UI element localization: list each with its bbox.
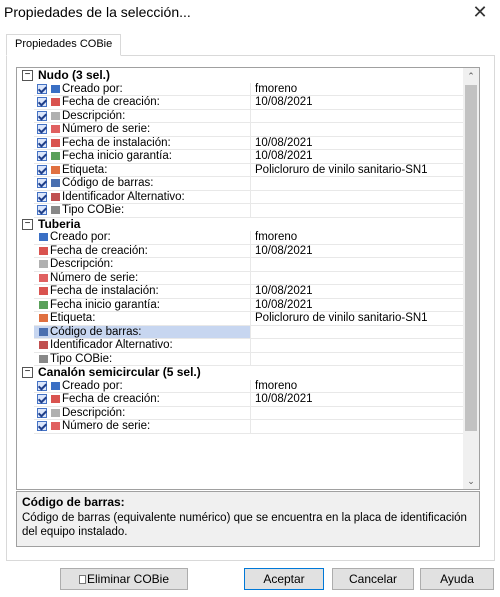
property-value-cell[interactable]: Policloruro de vinilo sanitario-SN1 (251, 312, 464, 326)
property-value-cell[interactable]: 10/08/2021 (251, 137, 464, 151)
property-name-cell[interactable] (34, 245, 251, 259)
property-label: Fecha de creación: (62, 393, 160, 405)
category-label: Nudo (3 sel.) (38, 68, 111, 82)
category-label: Canalón semicircular (5 sel.) (38, 365, 201, 379)
property-row[interactable] (17, 299, 479, 313)
serial-icon (39, 274, 48, 282)
row-gutter (17, 137, 34, 151)
property-label: Fecha inicio garantía: (62, 150, 172, 162)
row-gutter (17, 272, 34, 286)
property-value-cell[interactable] (251, 177, 464, 191)
property-name-cell[interactable] (34, 231, 251, 245)
property-value-cell[interactable] (251, 123, 464, 137)
checkbox[interactable] (37, 394, 47, 404)
ayuda-button[interactable]: Ayuda (420, 568, 494, 590)
row-gutter (17, 326, 34, 340)
install-date-icon (39, 287, 48, 295)
category-row[interactable] (17, 218, 479, 232)
note-icon (51, 112, 60, 120)
property-value-cell[interactable] (251, 191, 464, 205)
scroll-down-icon[interactable]: ⌄ (467, 476, 475, 486)
property-name-cell[interactable] (34, 258, 251, 272)
checkbox[interactable] (37, 192, 47, 202)
property-name-cell[interactable] (34, 353, 251, 367)
property-label: Fecha de creación: (50, 244, 148, 257)
install-date-icon (51, 139, 60, 147)
warranty-date-icon (51, 152, 60, 160)
property-value-cell[interactable]: 10/08/2021 (251, 393, 464, 407)
tag-icon (39, 314, 48, 322)
property-value-cell[interactable] (251, 110, 464, 124)
serial-icon (51, 125, 60, 133)
property-value-cell[interactable]: 10/08/2021 (251, 96, 464, 110)
description-body: Código de barras (equivalente numérico) que se encuentra en la placa de identificación del equipo instalado. (22, 512, 467, 538)
scroll-up-icon[interactable]: ⌃ (467, 71, 475, 81)
barcode-icon (39, 328, 48, 336)
warranty-date-icon (39, 301, 48, 309)
checkbox[interactable] (37, 138, 47, 148)
note-icon (51, 409, 60, 417)
alt-id-icon (39, 341, 48, 349)
property-value-cell[interactable]: fmoreno (251, 83, 464, 97)
property-row[interactable] (17, 96, 479, 110)
tag-icon (51, 166, 60, 174)
property-row[interactable] (17, 245, 479, 259)
property-name-cell[interactable] (34, 339, 251, 353)
property-name-cell[interactable] (34, 393, 251, 407)
checkbox[interactable] (37, 205, 47, 215)
property-label: Fecha de instalación: (50, 285, 159, 297)
calendar-icon (39, 247, 48, 255)
row-gutter (17, 393, 34, 407)
category-label: Tuberia (38, 216, 81, 231)
row-gutter (17, 231, 34, 245)
checkbox[interactable] (37, 381, 47, 391)
property-name-cell[interactable] (34, 204, 251, 218)
property-value-cell[interactable]: fmoreno (251, 380, 464, 394)
property-name-cell[interactable] (34, 177, 251, 191)
property-name-cell[interactable] (34, 285, 251, 299)
property-row[interactable] (17, 231, 479, 245)
property-label: Código de barras: (50, 325, 142, 338)
serial-icon (51, 422, 60, 430)
property-label: Etiqueta: (62, 163, 108, 176)
property-label: Fecha de creación: (62, 96, 160, 108)
property-label: Tipo COBie: (50, 352, 113, 365)
property-label: Tipo COBie: (62, 204, 125, 216)
property-name-cell[interactable] (34, 407, 251, 421)
row-gutter (17, 204, 34, 218)
property-label: Fecha inicio garantía: (50, 298, 160, 311)
row-gutter (17, 164, 34, 178)
property-name-cell[interactable] (34, 420, 251, 434)
property-row[interactable] (17, 393, 479, 407)
checkbox[interactable] (37, 165, 47, 175)
property-label: Creado por: (62, 379, 123, 392)
property-value-cell[interactable]: 10/08/2021 (251, 299, 464, 313)
property-value-cell[interactable]: 10/08/2021 (251, 245, 464, 259)
property-name-cell[interactable] (34, 272, 251, 286)
collapse-icon[interactable]: − (22, 70, 33, 81)
eliminar-cobie-button[interactable] (60, 568, 188, 590)
row-gutter (17, 110, 34, 124)
property-value-cell[interactable] (251, 204, 464, 218)
user-icon (51, 382, 60, 390)
property-row[interactable] (17, 110, 479, 124)
property-name-cell[interactable] (34, 150, 251, 164)
vertical-scrollbar[interactable] (463, 68, 479, 489)
row-gutter (17, 191, 34, 205)
type-icon (51, 206, 60, 214)
property-label: Creado por: (50, 231, 111, 243)
property-label: Creado por: (62, 82, 123, 95)
checkbox[interactable] (37, 408, 47, 418)
property-name-cell[interactable] (34, 110, 251, 124)
checkbox[interactable] (37, 151, 47, 161)
row-gutter (17, 339, 34, 353)
property-value-cell[interactable]: 10/08/2021 (251, 150, 464, 164)
property-value-cell[interactable] (251, 420, 464, 434)
property-row[interactable] (17, 420, 479, 434)
property-row[interactable] (17, 339, 479, 353)
barcode-icon (51, 179, 60, 187)
property-value-cell[interactable]: fmoreno (251, 231, 464, 245)
title-bar (0, 0, 500, 26)
property-row[interactable] (17, 353, 479, 367)
property-label: Número de serie: (62, 123, 151, 135)
property-label: Número de serie: (62, 420, 151, 432)
property-row[interactable] (17, 272, 479, 286)
collapse-icon[interactable]: − (22, 219, 33, 230)
property-name-cell[interactable] (34, 164, 251, 178)
calendar-icon (51, 98, 60, 106)
document-icon (79, 575, 86, 584)
row-gutter (17, 285, 34, 299)
row-gutter (17, 96, 34, 110)
checkbox[interactable] (37, 124, 47, 134)
row-gutter (17, 312, 34, 326)
row-gutter (17, 83, 34, 97)
row-gutter (17, 150, 34, 164)
property-label: Descripción: (62, 406, 126, 419)
property-grid[interactable] (16, 67, 480, 490)
property-name-cell[interactable] (34, 326, 251, 340)
property-name-cell[interactable] (34, 380, 251, 394)
property-name-cell[interactable] (34, 96, 251, 110)
cancelar-button[interactable]: Cancelar (332, 568, 414, 590)
property-value-cell[interactable] (251, 407, 464, 421)
collapse-icon[interactable]: − (22, 367, 33, 378)
row-gutter (17, 420, 34, 434)
property-label: Fecha de instalación: (62, 136, 171, 149)
property-row[interactable] (17, 137, 479, 151)
property-value-cell[interactable] (251, 272, 464, 286)
property-row[interactable] (17, 191, 479, 205)
row-gutter (17, 353, 34, 367)
property-row[interactable] (17, 380, 479, 394)
note-icon (39, 260, 48, 268)
property-label: Descripción: (50, 258, 114, 270)
property-name-cell[interactable] (34, 299, 251, 313)
property-row[interactable] (17, 258, 479, 272)
window-title: Propiedades de la selección... (4, 4, 191, 20)
category-row[interactable] (17, 366, 479, 380)
row-gutter (17, 407, 34, 421)
row-gutter (17, 245, 34, 259)
aceptar-button[interactable]: Aceptar (244, 568, 324, 590)
property-label: Identificador Alternativo: (62, 190, 185, 203)
property-value-cell[interactable] (251, 353, 464, 367)
property-row[interactable] (17, 312, 479, 326)
property-label: Identificador Alternativo: (50, 339, 173, 351)
row-gutter (17, 177, 34, 191)
property-label: Número de serie: (50, 271, 139, 284)
property-row[interactable] (17, 164, 479, 178)
user-icon (39, 233, 48, 241)
property-value-cell[interactable] (251, 258, 464, 272)
eliminar-cobie-label: Eliminar COBie (86, 572, 170, 586)
category-row[interactable] (17, 69, 479, 83)
property-value-cell[interactable]: 10/08/2021 (251, 285, 464, 299)
tab-propiedades-cobie[interactable]: Propiedades COBie (6, 34, 121, 56)
property-label: Etiqueta: (50, 312, 96, 324)
property-row[interactable] (17, 177, 479, 191)
property-value-cell[interactable]: Policloruro de vinilo sanitario-SN1 (251, 164, 464, 178)
property-row[interactable] (17, 204, 479, 218)
row-gutter (17, 258, 34, 272)
property-row[interactable] (17, 83, 479, 97)
property-row[interactable] (17, 150, 479, 164)
checkbox[interactable] (37, 178, 47, 188)
checkbox[interactable] (37, 421, 47, 431)
property-row[interactable] (17, 326, 479, 340)
calendar-icon (51, 395, 60, 403)
property-label: Descripción: (62, 109, 126, 122)
property-label: Código de barras: (62, 177, 154, 189)
alt-id-icon (51, 193, 60, 201)
checkbox[interactable] (37, 84, 47, 94)
property-row[interactable] (17, 123, 479, 137)
property-name-cell[interactable] (34, 312, 251, 326)
checkbox[interactable] (37, 97, 47, 107)
row-gutter (17, 299, 34, 313)
property-name-cell[interactable] (34, 137, 251, 151)
description-panel (16, 491, 480, 547)
property-name-cell[interactable] (34, 123, 251, 137)
user-icon (51, 85, 60, 93)
property-value-cell[interactable] (251, 326, 464, 340)
property-value-cell[interactable] (251, 339, 464, 353)
row-gutter (17, 380, 34, 394)
property-row[interactable] (17, 285, 479, 299)
close-icon[interactable]: ✕ (472, 2, 488, 22)
property-row[interactable] (17, 407, 479, 421)
checkbox[interactable] (37, 111, 47, 121)
scroll-thumb[interactable] (465, 85, 477, 431)
description-title: Código de barras: (22, 495, 125, 509)
type-icon (39, 355, 48, 363)
row-gutter (17, 123, 34, 137)
property-name-cell[interactable] (34, 191, 251, 205)
property-name-cell[interactable] (34, 83, 251, 97)
